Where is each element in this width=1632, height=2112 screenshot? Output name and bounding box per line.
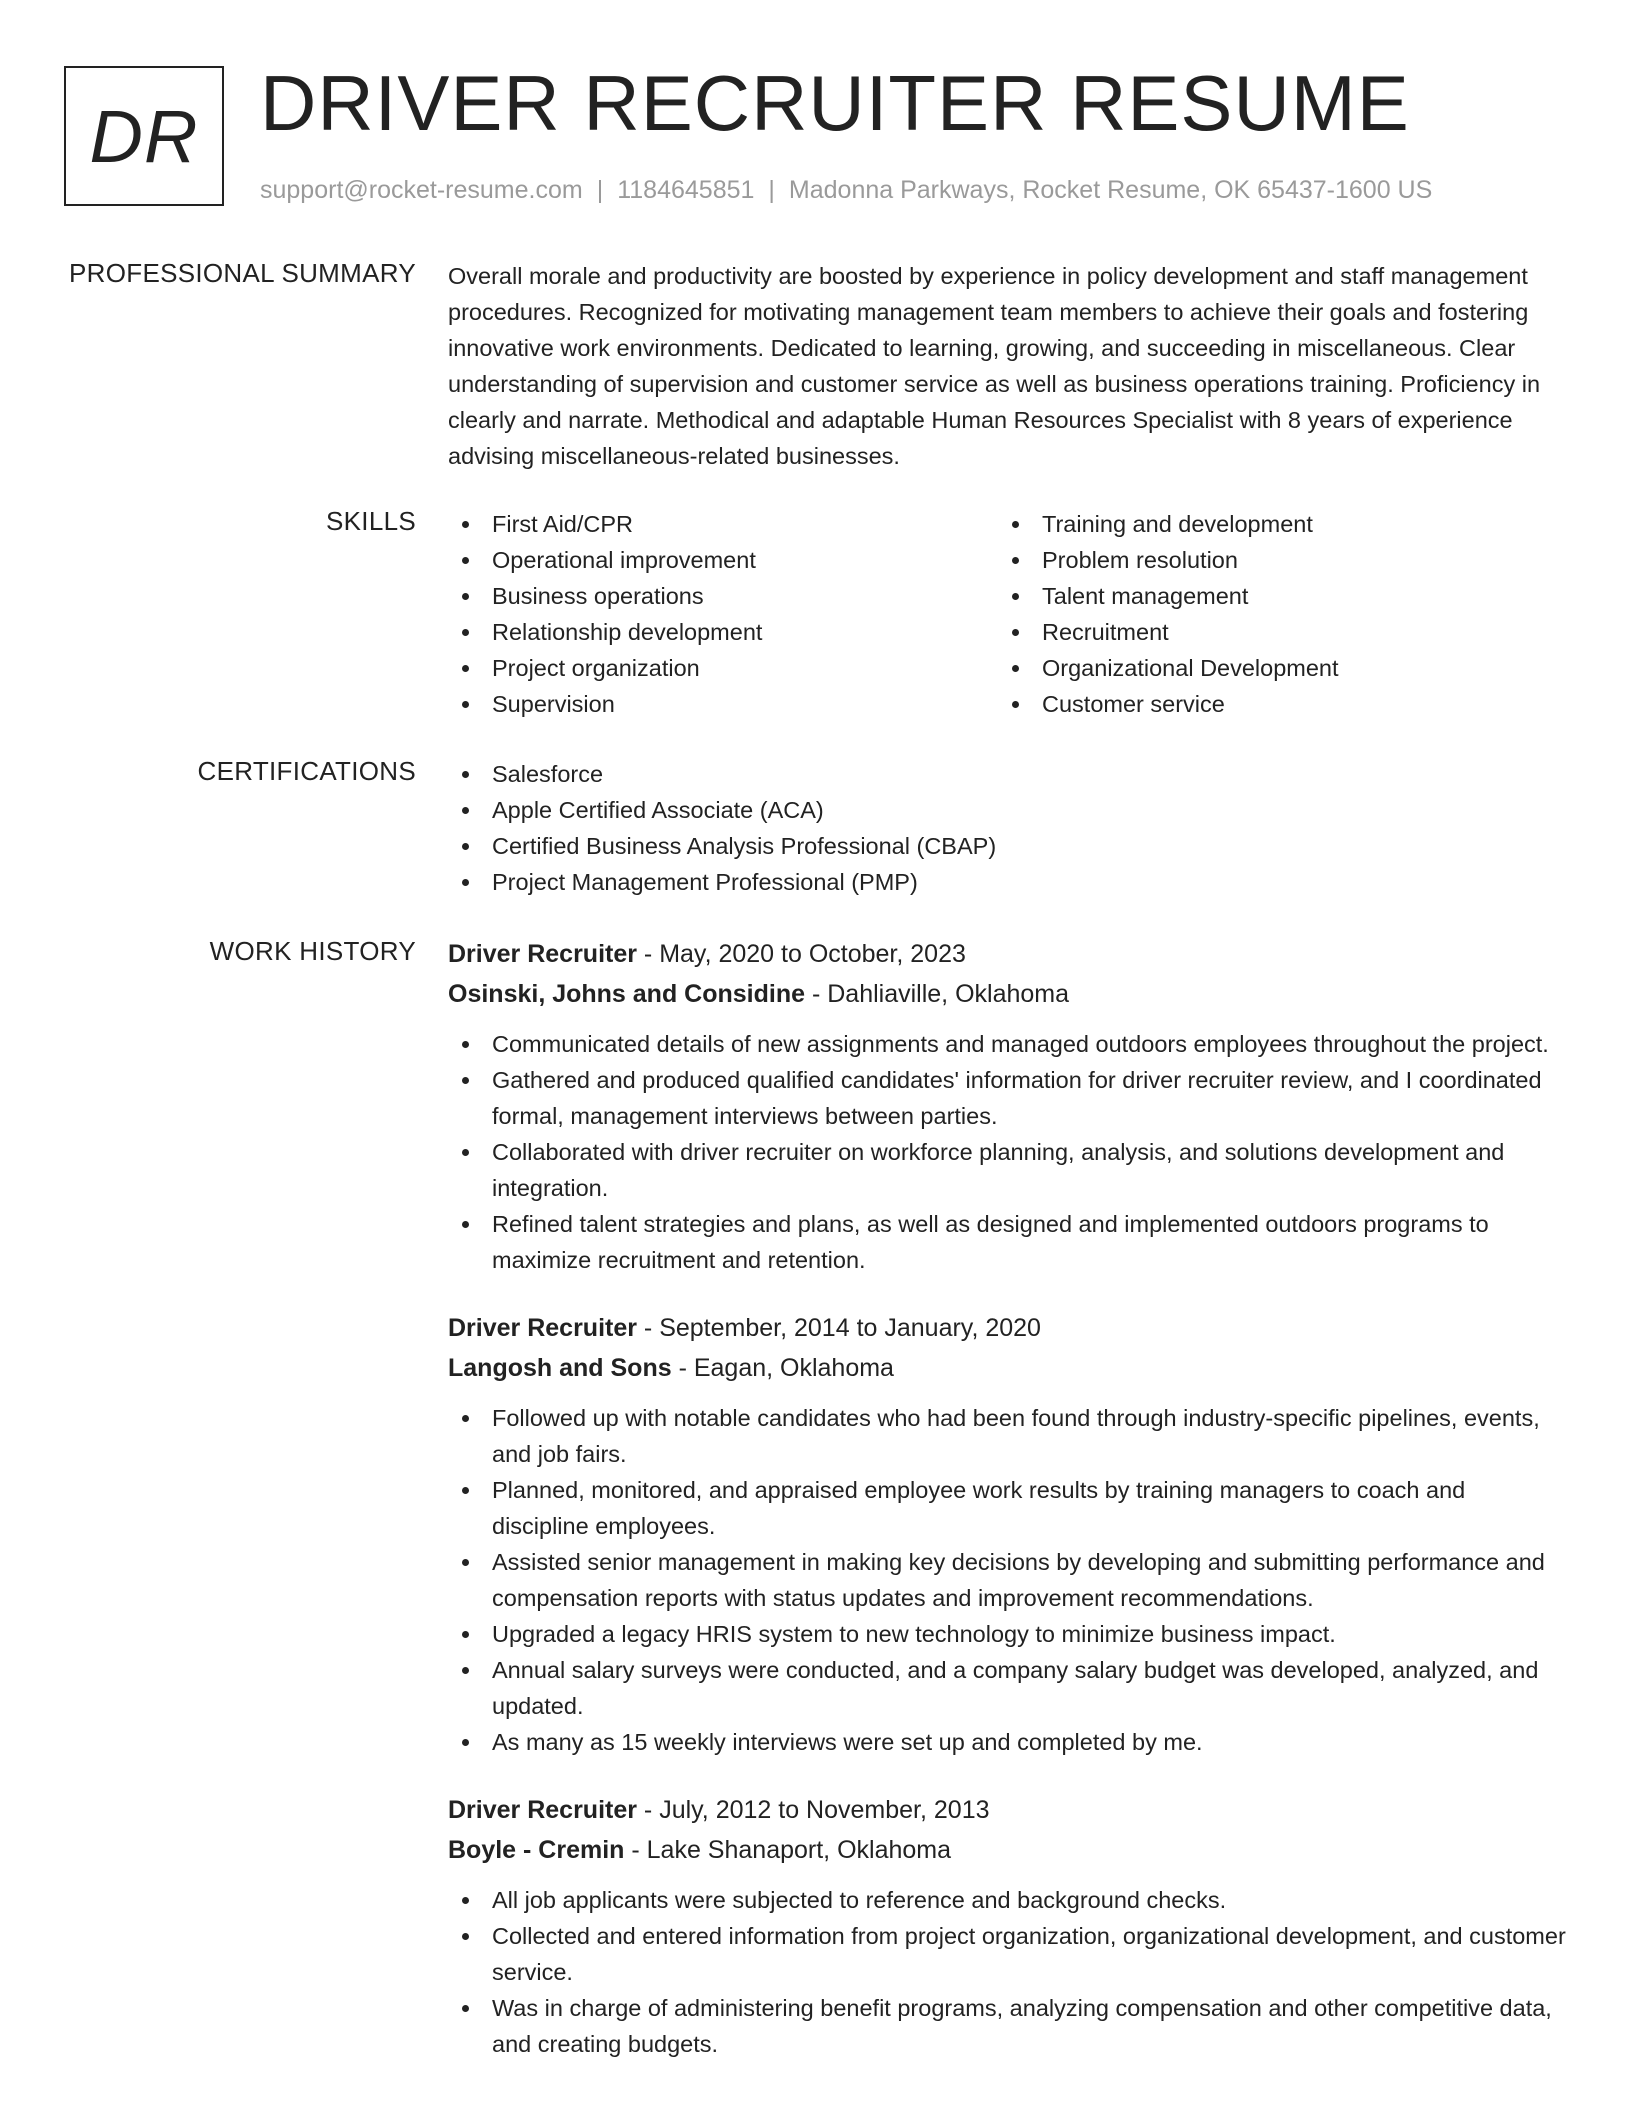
job-location: - Dahliaville, Oklahoma (805, 980, 1070, 1008)
skill-item: First Aid/CPR (448, 506, 998, 542)
job-bullets (448, 1026, 1568, 1278)
resume-title: DRIVER RECRUITER RESUME (260, 59, 1410, 147)
skill-item: Training and development (998, 506, 1548, 542)
contact-line (260, 176, 1432, 205)
job-bullet: Was in charge of administering benefit programs, analyzing compensation and other competitive data, and creating budgets. (448, 1990, 1568, 2062)
job-company-line (448, 1348, 1568, 1388)
skill-item: Supervision (448, 686, 998, 722)
skill-item: Recruitment (998, 614, 1548, 650)
certification-item: Salesforce (448, 756, 1568, 792)
job-bullet: Assisted senior management in making key decisions by developing and submitting performance and compensation reports with status updates and improvement recommendations. (448, 1544, 1568, 1616)
section-label-summary: PROFESSIONAL SUMMARY (69, 258, 416, 288)
job-company-line (448, 1830, 1568, 1870)
summary-text: Overall morale and productivity are boosted by experience in policy development and staff management procedures. Recognized for motivating management team members to achieve their goals and fostering innovative work environments. Dedicated to learning, growing, and succeeding in miscellaneous. Clear understanding of supervision and customer service as well as business operations training. Proficiency in clearly and narrate. Methodical and adaptable Human Resources Specialist with 8 years of experience advising miscellaneous-related businesses. (448, 263, 1541, 469)
job-location: - Eagan, Oklahoma (671, 1354, 894, 1382)
section-label-certifications: CERTIFICATIONS (197, 756, 416, 786)
job-dates: - September, 2014 to January, 2020 (636, 1314, 1041, 1342)
skill-item: Relationship development (448, 614, 998, 650)
job-bullet: All job applicants were subjected to reference and background checks. (448, 1882, 1568, 1918)
job-dates: - July, 2012 to November, 2013 (636, 1796, 990, 1824)
skills-list-right (998, 506, 1548, 722)
job-bullet: Upgraded a legacy HRIS system to new technology to minimize business impact. (448, 1616, 1568, 1652)
skill-item: Business operations (448, 578, 998, 614)
job-title-line (448, 1790, 1568, 1830)
job-company: Boyle - Cremin (448, 1836, 625, 1864)
job-bullets (448, 1882, 1568, 2062)
work-history-jobs (448, 934, 1568, 2092)
job-bullet: Followed up with notable candidates who had been found through industry-specific pipelines, events, and job fairs. (448, 1400, 1568, 1472)
job-title: Driver Recruiter (448, 940, 637, 968)
job-entry (448, 934, 1568, 1278)
contact-phone[interactable]: 1184645851 (617, 176, 755, 204)
job-bullet: Collaborated with driver recruiter on workforce planning, analysis, and solutions development and integration. (448, 1134, 1568, 1206)
contact-email[interactable]: support@rocket-resume.com (260, 176, 583, 204)
initials-monogram: DR (64, 66, 224, 206)
job-company: Langosh and Sons (448, 1354, 672, 1382)
job-bullet: Communicated details of new assignments and managed outdoors employees throughout the project. (448, 1026, 1568, 1062)
contact-address: Madonna Parkways, Rocket Resume, OK 65437-1600 US (788, 176, 1433, 204)
section-label-work-history: WORK HISTORY (209, 936, 416, 966)
skills-list-left (448, 506, 998, 722)
section-label-skills: SKILLS (326, 506, 416, 536)
job-bullet: As many as 15 weekly interviews were set up and completed by me. (448, 1724, 1568, 1760)
skill-item: Customer service (998, 686, 1548, 722)
job-company-line (448, 974, 1568, 1014)
job-bullets (448, 1400, 1568, 1760)
job-bullet: Collected and entered information from project organization, organizational development, and customer service. (448, 1918, 1568, 1990)
certification-item: Project Management Professional (PMP) (448, 864, 1568, 900)
certifications-list (448, 756, 1568, 900)
job-dates: - May, 2020 to October, 2023 (636, 940, 966, 968)
job-title: Driver Recruiter (448, 1314, 637, 1342)
job-title-line (448, 934, 1568, 974)
skill-item: Talent management (998, 578, 1548, 614)
skill-item: Organizational Development (998, 650, 1548, 686)
contact-separator: | (768, 176, 775, 204)
skill-item: Operational improvement (448, 542, 998, 578)
certification-item: Apple Certified Associate (ACA) (448, 792, 1568, 828)
job-bullet: Gathered and produced qualified candidates' information for driver recruiter review, and I coordinated formal, management interviews between parties. (448, 1062, 1568, 1134)
skill-item: Project organization (448, 650, 998, 686)
skill-item: Problem resolution (998, 542, 1548, 578)
skills-columns (448, 506, 1568, 722)
contact-separator: | (596, 176, 604, 204)
job-bullet: Annual salary surveys were conducted, and a company salary budget was developed, analyzed, and updated. (448, 1652, 1568, 1724)
job-title-line (448, 1308, 1568, 1348)
certification-item: Certified Business Analysis Professional (CBAP) (448, 828, 1568, 864)
job-bullet: Refined talent strategies and plans, as well as designed and implemented outdoors programs to maximize recruitment and retention. (448, 1206, 1568, 1278)
job-title: Driver Recruiter (448, 1796, 637, 1824)
job-location: - Lake Shanaport, Oklahoma (624, 1836, 952, 1864)
job-entry (448, 1790, 1568, 2062)
job-bullet: Planned, monitored, and appraised employee work results by training managers to coach and discipline employees. (448, 1472, 1568, 1544)
job-entry (448, 1308, 1568, 1760)
job-company: Osinski, Johns and Considine (448, 980, 806, 1008)
